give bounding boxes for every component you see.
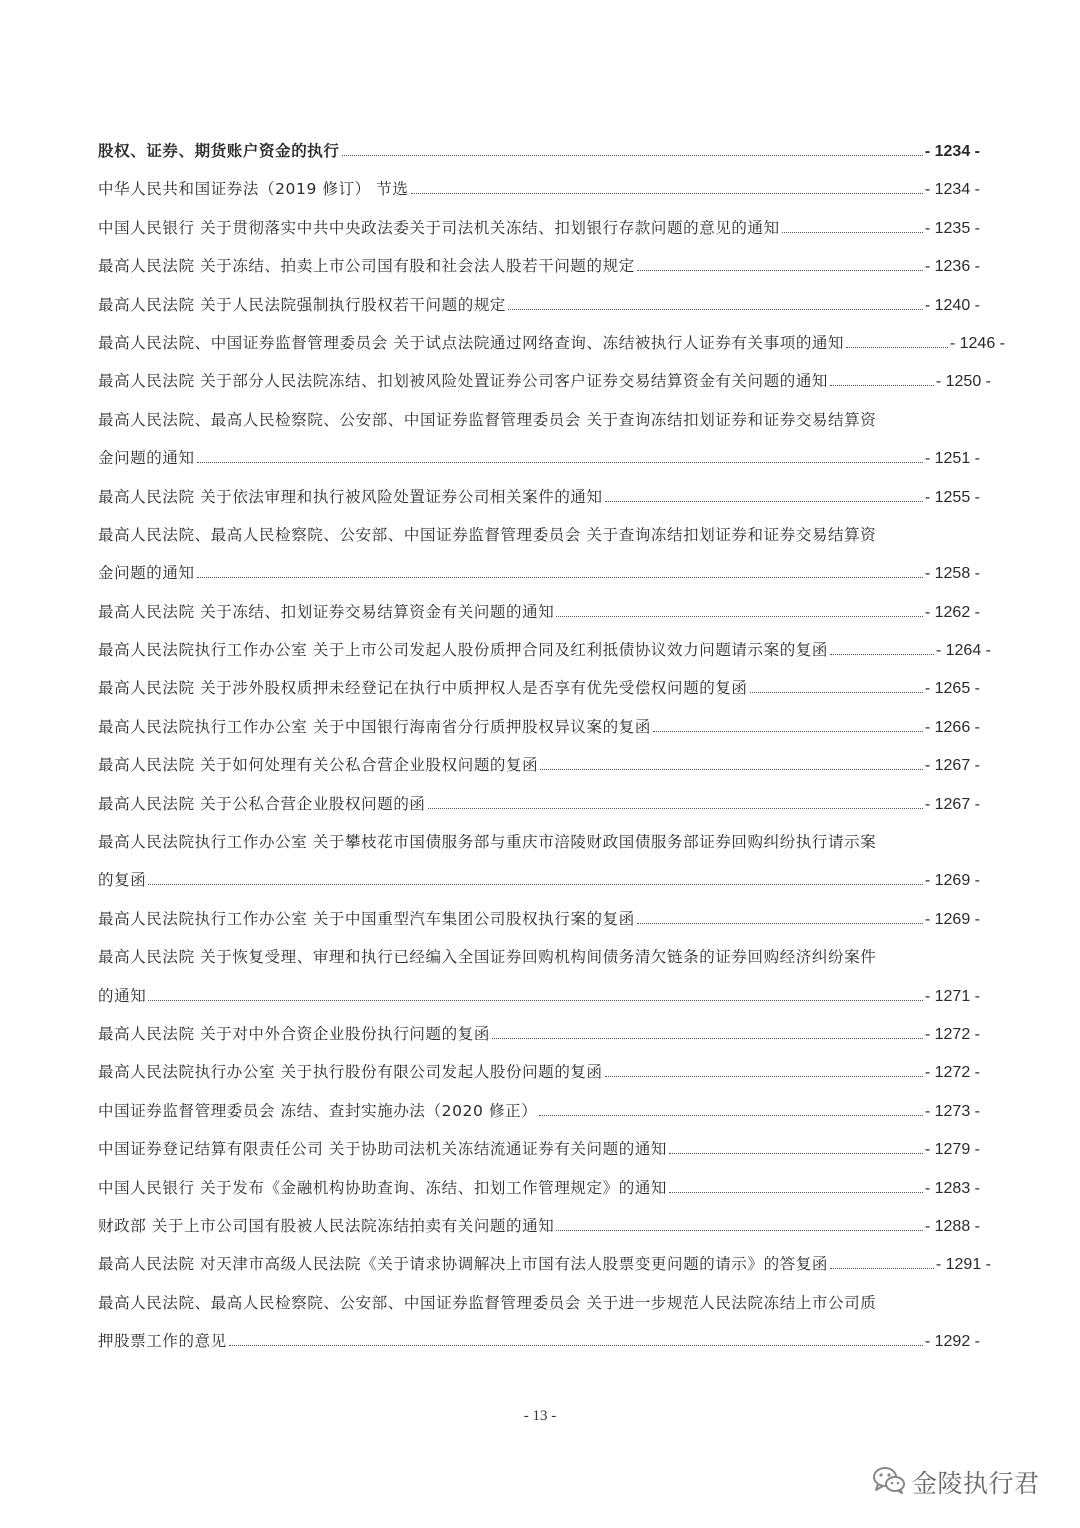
- toc-entry[interactable]: [98, 1245, 991, 1283]
- toc-entry[interactable]: [98, 1207, 980, 1245]
- toc-entry-page: - 1236 -: [924, 258, 980, 276]
- toc-entry[interactable]: [98, 785, 980, 823]
- toc-entry-title: 中华人民共和国证券法（2019 修订） 节选: [98, 180, 409, 199]
- toc-entry-page: - 1269 -: [924, 872, 980, 890]
- toc-entry-page: - 1262 -: [924, 603, 980, 621]
- toc-entry-page: - 1283 -: [924, 1179, 980, 1197]
- toc-entry-page: - 1272 -: [924, 1025, 980, 1043]
- toc-entry-title: 最高人民法院执行办公室 关于执行股份有限公司发起人股份问题的复函: [98, 1063, 603, 1082]
- toc-entry-title: 最高人民法院、最高人民检察院、公安部、中国证券监督管理委员会 关于进一步规范人民法院冻结上市公司质: [98, 1293, 877, 1312]
- table-of-contents: [98, 132, 1005, 1361]
- toc-entry-page: - 1266 -: [924, 718, 980, 736]
- toc-section-title: 股权、证券、期货账户资金的执行: [98, 142, 340, 160]
- toc-entry-title: 最高人民法院 关于恢复受理、审理和执行已经编入全国证券回购机构间债务清欠链条的证券回购经济纠纷案件: [98, 948, 877, 967]
- toc-leader-dots: [197, 575, 923, 578]
- toc-entry[interactable]: [98, 516, 980, 593]
- toc-entry-page: - 1250 -: [935, 373, 991, 391]
- toc-entry-page: - 1269 -: [924, 910, 980, 928]
- toc-entry-title: 的复函: [98, 871, 147, 890]
- toc-entry[interactable]: [98, 1015, 980, 1053]
- toc-entry-page: - 1246 -: [949, 334, 1005, 352]
- toc-leader-dots: [830, 652, 934, 655]
- toc-leader-dots: [830, 383, 934, 386]
- toc-leader-dots: [411, 191, 923, 194]
- toc-entry-page: - 1271 -: [924, 987, 980, 1005]
- toc-entry-title: 最高人民法院 关于对中外合资企业股份执行问题的复函: [98, 1024, 490, 1043]
- toc-entry-title: 最高人民法院、中国证券监督管理委员会 关于试点法院通过网络查询、冻结被执行人证券有关事项的通知: [98, 333, 845, 352]
- toc-entry-title: 最高人民法院 对天津市高级人民法院《关于请求协调解决上市国有法人股票变更问题的请示》的答复函: [98, 1255, 829, 1274]
- toc-leader-dots: [669, 1151, 923, 1154]
- toc-entry[interactable]: [98, 170, 980, 208]
- toc-entry[interactable]: [98, 593, 980, 631]
- toc-leader-dots: [669, 1190, 923, 1193]
- toc-entry-page: - 1292 -: [924, 1333, 980, 1351]
- watermark: [872, 1462, 1040, 1502]
- toc-entry[interactable]: [98, 324, 1005, 362]
- toc-entry[interactable]: [98, 247, 980, 285]
- toc-leader-dots: [782, 230, 923, 233]
- toc-entry-title: 中国证券登记结算有限责任公司 关于协助司法机关冻结流通证券有关问题的通知: [98, 1140, 668, 1159]
- toc-entry[interactable]: [98, 362, 991, 400]
- toc-entry-title: 金问题的通知: [98, 564, 195, 583]
- toc-entry-title: 押股票工作的意见: [98, 1332, 227, 1351]
- toc-entry-title: 最高人民法院执行工作办公室 关于上市公司发起人股份质押合同及红利抵债协议效力问题请示案的复函: [98, 641, 829, 660]
- toc-leader-dots: [846, 345, 948, 348]
- toc-entry-page: - 1267 -: [924, 757, 980, 775]
- toc-leader-dots: [508, 307, 923, 310]
- toc-leader-dots: [637, 921, 923, 924]
- toc-entry[interactable]: [98, 631, 991, 669]
- toc-entry-title: 中国人民银行 关于贯彻落实中共中央政法委关于司法机关冻结、扣划银行存款问题的意见的通知: [98, 218, 780, 237]
- toc-leader-dots: [830, 1266, 934, 1269]
- toc-entry[interactable]: [98, 669, 980, 707]
- toc-entry-page: - 1240 -: [924, 296, 980, 314]
- toc-leader-dots: [540, 767, 923, 770]
- toc-entry-page: - 1273 -: [924, 1102, 980, 1120]
- toc-entry[interactable]: [98, 478, 980, 516]
- toc-entry-page: - 1265 -: [924, 680, 980, 698]
- toc-entry[interactable]: [98, 401, 980, 478]
- toc-entry-title: 最高人民法院 关于公私合营企业股权问题的函: [98, 794, 426, 813]
- toc-entry-page: - 1272 -: [924, 1064, 980, 1082]
- toc-entry[interactable]: [98, 938, 980, 1015]
- toc-entry[interactable]: [98, 1169, 980, 1207]
- toc-entry[interactable]: [98, 1092, 980, 1130]
- toc-entry[interactable]: [98, 1053, 980, 1091]
- toc-entry-title: 最高人民法院执行工作办公室 关于攀枝花市国债服务部与重庆市涪陵财政国债服务部证券回购纠纷执行请示案: [98, 833, 877, 852]
- toc-entry-title: 最高人民法院、最高人民检察院、公安部、中国证券监督管理委员会 关于查询冻结扣划证券和证券交易结算资: [98, 410, 877, 429]
- toc-leader-dots: [556, 614, 923, 617]
- toc-entry[interactable]: [98, 900, 980, 938]
- toc-entry[interactable]: [98, 1130, 980, 1168]
- toc-entry-title: 财政部 关于上市公司国有股被人民法院冻结拍卖有关问题的通知: [98, 1216, 555, 1235]
- toc-entry[interactable]: [98, 746, 980, 784]
- toc-entry-title: 最高人民法院 关于如何处理有关公私合营企业股权问题的复函: [98, 756, 539, 775]
- toc-section-page: - 1234 -: [924, 143, 980, 160]
- toc-entry-title: 中国人民银行 关于发布《金融机构协助查询、冻结、扣划工作管理规定》的通知: [98, 1178, 668, 1197]
- toc-entry-title: 最高人民法院执行工作办公室 关于中国重型汽车集团公司股权执行案的复函: [98, 909, 635, 928]
- toc-leader-dots: [148, 882, 923, 885]
- toc-entry-title: 最高人民法院 关于冻结、拍卖上市公司国有股和社会法人股若干问题的规定: [98, 257, 635, 276]
- toc-leader-dots: [605, 499, 923, 502]
- toc-section-header[interactable]: [98, 132, 980, 170]
- toc-entry-page: - 1267 -: [924, 795, 980, 813]
- toc-entry-page: - 1235 -: [924, 219, 980, 237]
- toc-entry-page: - 1279 -: [924, 1141, 980, 1159]
- watermark-text: 金陵执行君: [912, 1469, 1040, 1498]
- toc-leader-dots: [653, 729, 923, 732]
- toc-entry[interactable]: [98, 209, 980, 247]
- toc-entry-title: 最高人民法院 关于依法审理和执行被风险处置证券公司相关案件的通知: [98, 487, 603, 506]
- toc-leader-dots: [197, 460, 923, 463]
- toc-entry[interactable]: [98, 823, 980, 900]
- toc-entry-title: 最高人民法院 关于部分人民法院冻结、扣划被风险处置证券公司客户证券交易结算资金有关问题的通知: [98, 372, 829, 391]
- toc-leader-dots: [428, 806, 923, 809]
- toc-leader-dots: [539, 1113, 923, 1116]
- toc-entry-title: 中国证券监督管理委员会 冻结、查封实施办法（2020 修正）: [98, 1101, 538, 1120]
- toc-entry-page: - 1291 -: [935, 1256, 991, 1274]
- toc-leader-dots: [605, 1074, 923, 1077]
- toc-entry[interactable]: [98, 1284, 980, 1361]
- toc-entry-page: - 1255 -: [924, 488, 980, 506]
- toc-entry-title: 最高人民法院执行工作办公室 关于中国银行海南省分行质押股权异议案的复函: [98, 717, 651, 736]
- toc-entry-title: 金问题的通知: [98, 449, 195, 468]
- toc-entry[interactable]: [98, 286, 980, 324]
- toc-leader-dots: [342, 153, 923, 156]
- toc-entry-title: 最高人民法院、最高人民检察院、公安部、中国证券监督管理委员会 关于查询冻结扣划证券和证券交易结算资: [98, 525, 877, 544]
- toc-entry-page: - 1258 -: [924, 565, 980, 583]
- toc-entry-title: 最高人民法院 关于涉外股权质押未经登记在执行中质押权人是否享有优先受偿权问题的复函: [98, 679, 748, 698]
- toc-entry-title: 的通知: [98, 986, 147, 1005]
- wechat-icon: [872, 1465, 906, 1499]
- toc-entry-title: 最高人民法院 关于冻结、扣划证券交易结算资金有关问题的通知: [98, 602, 555, 621]
- toc-leader-dots: [229, 1343, 923, 1346]
- page-number: - 13 -: [523, 1408, 557, 1424]
- toc-leader-dots: [750, 690, 923, 693]
- toc-entry-page: - 1251 -: [924, 450, 980, 468]
- toc-entry-title: 最高人民法院 关于人民法院强制执行股权若干问题的规定: [98, 295, 507, 314]
- toc-entry-page: - 1234 -: [924, 181, 980, 199]
- toc-entry-page: - 1264 -: [935, 642, 991, 660]
- toc-entry[interactable]: [98, 708, 980, 746]
- toc-leader-dots: [148, 998, 923, 1001]
- toc-leader-dots: [556, 1228, 923, 1231]
- toc-leader-dots: [637, 268, 923, 271]
- toc-entry-page: - 1288 -: [924, 1217, 980, 1235]
- toc-leader-dots: [492, 1036, 923, 1039]
